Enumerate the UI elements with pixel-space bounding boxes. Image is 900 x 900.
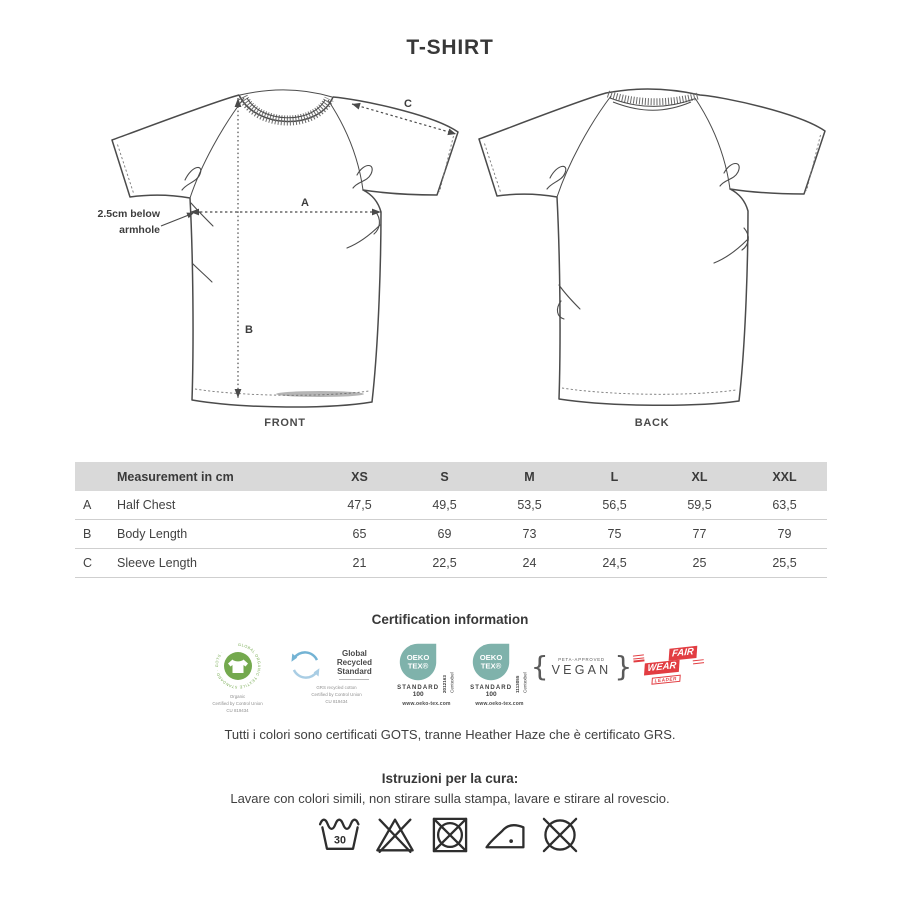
front-shirt-outline — [112, 95, 458, 407]
measure-c-label: C — [404, 98, 412, 110]
peta-vegan-logo — [530, 650, 633, 683]
oeko-url: www.oeko-tex.com — [402, 701, 451, 708]
do-not-tumble-dry-icon — [427, 812, 473, 858]
table-row-half-chest: A Half Chest 47,5 49,5 53,5 56,5 59,5 63,5 — [75, 491, 827, 520]
fairwear-wear: WEAR — [643, 660, 679, 676]
oeko-cert-number-1: 2012163 Centexbel — [442, 672, 455, 693]
fairwear-fair: FAIR — [668, 646, 696, 661]
tshirt-back-drawing — [462, 85, 842, 420]
care-title: Istruzioni per la cura: — [381, 771, 519, 786]
back-shirt-outline — [479, 89, 825, 405]
oeko-tex-badge-icon — [397, 641, 439, 683]
fairwear-microtext — [632, 654, 644, 662]
gots-caption: Organic Certified by Control Union CU 819434 — [212, 694, 263, 713]
fairwear-microtext — [692, 659, 703, 664]
table-row-body-length: B Body Length 65 69 73 75 77 79 — [75, 520, 827, 549]
tshirt-front-drawing — [95, 85, 475, 420]
header-size-s: S — [440, 469, 449, 484]
svg-text:OEKO: OEKO — [406, 652, 430, 662]
annotation-pointer — [161, 213, 194, 226]
care-instructions: Lavare con colori simili, non stirare sulla stampa, lavare e stirare al rovescio. — [230, 791, 670, 806]
peta-approved-label: PETA-APPROVED — [558, 656, 605, 662]
header-measurement: Measurement in cm — [117, 469, 234, 484]
oeko-tex-logo-1: OEKO TEX® STANDARD 100 2012163 Centexbel www.oeko-tex.com — [396, 641, 458, 707]
header-size-xs: XS — [351, 469, 368, 484]
hem-shadow — [276, 391, 364, 397]
svg-text:30: 30 — [334, 834, 346, 847]
vegan-label: VEGAN — [551, 663, 612, 678]
page-title: T-SHIRT — [406, 36, 494, 59]
measure-a-label: A — [301, 197, 309, 209]
brace-left: { — [530, 650, 549, 683]
certification-logos — [0, 641, 900, 714]
care-icons-row — [0, 812, 900, 858]
fair-wear-logo — [630, 645, 705, 702]
iron-low-heat-icon — [482, 812, 528, 858]
header-size-l: L — [610, 469, 619, 484]
wash-30-icon — [317, 812, 363, 858]
measurement-table — [75, 462, 827, 578]
oeko-tex-logo-2: OEKO TEX® STANDARD 100 1113055 Centexbel www.oeko-tex.com — [469, 641, 531, 707]
grs-swirl-icon — [289, 648, 322, 682]
fairwear-leader-badge: LEADER — [651, 675, 680, 685]
color-certification-note: Tutti i colori sono certificati GOTS, tranne Heather Haze che è certificato GRS. — [224, 727, 676, 742]
measure-b-label: B — [245, 324, 253, 336]
svg-text:GLOBAL ORGANIC TEXTILE STANDAR: GLOBAL ORGANIC TEXTILE STANDARD · GOTS · — [214, 642, 261, 690]
do-not-bleach-icon — [372, 812, 418, 858]
grs-logo — [289, 641, 385, 705]
front-view-label: FRONT — [264, 417, 306, 429]
certification-title: Certification information — [371, 612, 529, 627]
table-row-sleeve-length: C Sleeve Length 21 22,5 24 24,5 25 25,5 — [75, 549, 827, 578]
header-size-xxl: XXL — [772, 469, 797, 484]
svg-text:OEKO: OEKO — [479, 652, 503, 662]
svg-text:TEX®: TEX® — [407, 661, 429, 671]
header-size-m: M — [524, 469, 535, 484]
do-not-dry-clean-icon — [537, 812, 583, 858]
oeko-url: www.oeko-tex.com — [475, 701, 524, 708]
collar-back-line — [240, 90, 332, 97]
table-header-row — [75, 462, 827, 491]
gots-icon — [213, 641, 263, 691]
svg-text:TEX®: TEX® — [480, 661, 502, 671]
header-size-xl: XL — [691, 469, 708, 484]
grs-title: Global Recycled Standard — [324, 650, 384, 680]
gots-logo — [198, 641, 278, 714]
grs-caption: GRS recycled cotton Certified by Control Union CU 819434 — [311, 685, 362, 704]
armhole-annotation: 2.5cm below armhole — [97, 208, 160, 237]
brace-right: } — [614, 650, 633, 683]
oeko-tex-badge-icon — [470, 641, 512, 683]
oeko-cert-number-2: 1113055 Centexbel — [515, 672, 528, 693]
back-view-label: BACK — [634, 417, 670, 429]
